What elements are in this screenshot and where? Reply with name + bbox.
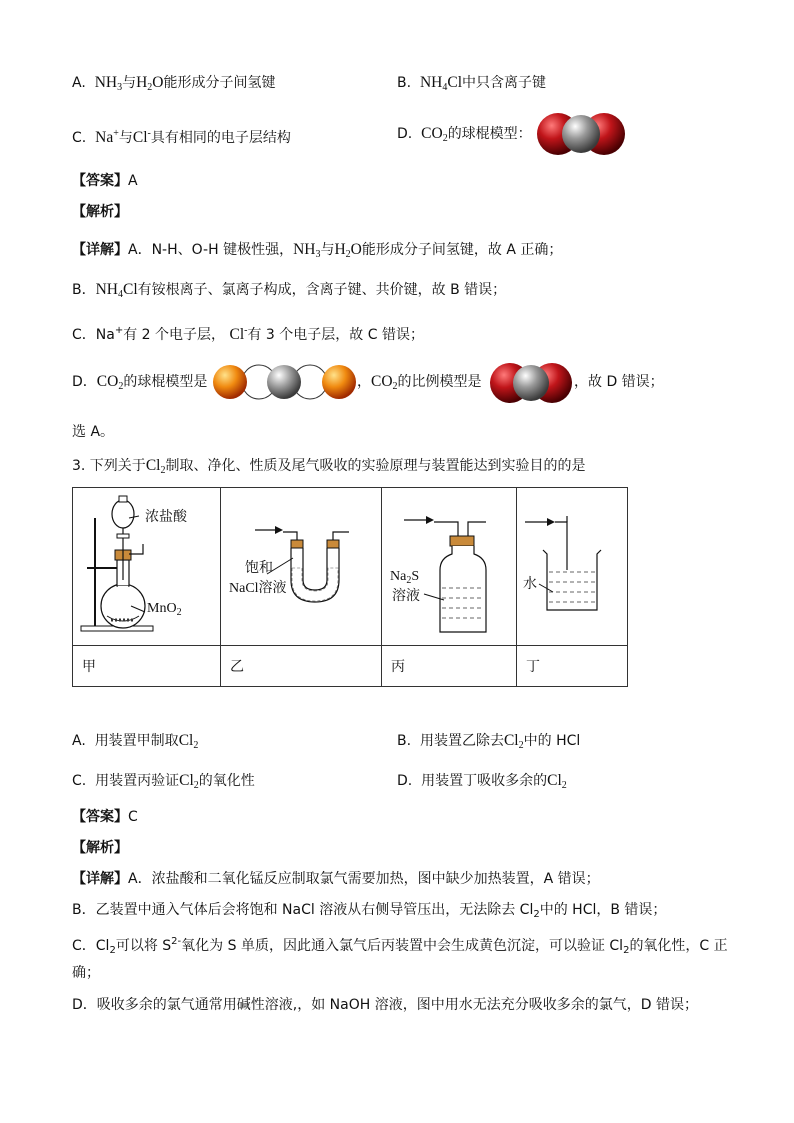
- q3-option-c: C. 用装置丙验证$Cl_2$的氧化性: [72, 772, 255, 791]
- q2-option-c: C. Na+与Cl-具有相同的电子层结构: [72, 128, 291, 146]
- q2-option-a: A. $NH_3$与$H_2O$能形成分子间氢键: [72, 74, 276, 93]
- bing-reagent-line1: $Na_2S$: [390, 569, 420, 586]
- apparatus-label-jia: 甲: [73, 646, 221, 687]
- co2-ball-stick-model-image: [212, 363, 357, 401]
- q3-option-a: A. 用装置甲制取$Cl_2$: [72, 732, 199, 751]
- co2-space-filling-model-image: [537, 111, 625, 157]
- apparatus-yi-cell: [221, 488, 382, 646]
- apparatus-label-ding: 丁: [517, 646, 628, 687]
- apparatus-label-bing: 丙: [382, 646, 517, 687]
- yi-reagent-line2: NaCl溶液: [229, 581, 287, 596]
- q2-analysis-tag: 【解析】: [72, 204, 128, 220]
- q2-analysis-b: B．$NH_4Cl$有铵根离子、氯离子构成，含离子键、共价键，故 B 错误；: [72, 281, 507, 300]
- q3-analysis-a: 【详解】A．浓盐酸和二氧化锰反应制取氯气需要加热，图中缺少加热装置，A 错误；: [72, 871, 600, 887]
- q2-answer: 【答案】A: [72, 173, 138, 189]
- q2-analysis-a: 【详解】A．N-H、O-H 键极性强，$NH_3$与$H_2O$能形成分子间氢键，故 A 正确；: [72, 241, 563, 260]
- q2-analysis-c: C．Na+有 2 个电子层， Cl-有 3 个电子层，故 C 错误；: [72, 325, 424, 343]
- q3-stem: 3. 下列关于$Cl_2$制取、净化、性质及尾气吸收的实验原理与装置能达到实验目的的是: [72, 457, 586, 476]
- apparatus-yi-diagram: [221, 488, 381, 645]
- bing-reagent-line2: 溶液: [392, 589, 420, 604]
- ding-reagent-label: 水: [523, 577, 537, 592]
- apparatus-ding-cell: [517, 488, 628, 646]
- q3-answer: 【答案】C: [72, 809, 138, 825]
- apparatus-bing-cell: [382, 488, 517, 646]
- q2-option-b: B. $NH_4Cl$中只含离子键: [397, 74, 547, 93]
- q3-analysis-b: B．乙装置中通入气体后会将饱和 NaCl 溶液从右侧导管压出，无法除去 $Cl_2$中的 HCl，B 错误；: [72, 902, 667, 920]
- q2-analysis-d-end: ，故 D 错误；: [574, 374, 664, 390]
- q3-analysis-c: C．$Cl_2$可以将 $S^{2-}$氧化为 S 单质，因此通入氯气后丙装置中会生成黄色沉淀，可以验证 $Cl_2$的氧化性，C 正: [72, 936, 728, 956]
- q2-choose: 选 A。: [72, 424, 115, 440]
- apparatus-table: [72, 487, 628, 687]
- apparatus-ding-diagram: [517, 488, 627, 645]
- apparatus-label-yi: 乙: [221, 646, 382, 687]
- yi-reagent-line1: 饱和: [245, 561, 273, 576]
- apparatus-bing-diagram: [382, 488, 516, 645]
- q2-option-d: D. $CO_2$的球棍模型：: [397, 125, 532, 144]
- co2-space-filling-model-small-image: [490, 362, 572, 404]
- q2-analysis-d: D．$CO_2$的球棍模型是: [72, 373, 208, 392]
- jia-top-reagent-label: 浓盐酸: [145, 510, 187, 525]
- q2-analysis-d-cont: ，$CO_2$的比例模型是: [357, 373, 482, 392]
- apparatus-jia-cell: [73, 488, 221, 646]
- jia-bottom-reagent-label: MnO$_2$: [147, 601, 182, 618]
- apparatus-jia-diagram: [73, 488, 220, 645]
- q3-analysis-d: D．吸收多余的氯气通常用碱性溶液,，如 NaOH 溶液，图中用水无法充分吸收多余的氯气，D 错误；: [72, 997, 698, 1013]
- q3-analysis-tag: 【解析】: [72, 840, 128, 856]
- q3-analysis-c-cont: 确；: [72, 965, 100, 981]
- q3-option-d: D. 用装置丁吸收多余的$Cl_2$: [397, 772, 567, 791]
- q3-option-b: B. 用装置乙除去$Cl_2$中的 HCl: [397, 732, 581, 751]
